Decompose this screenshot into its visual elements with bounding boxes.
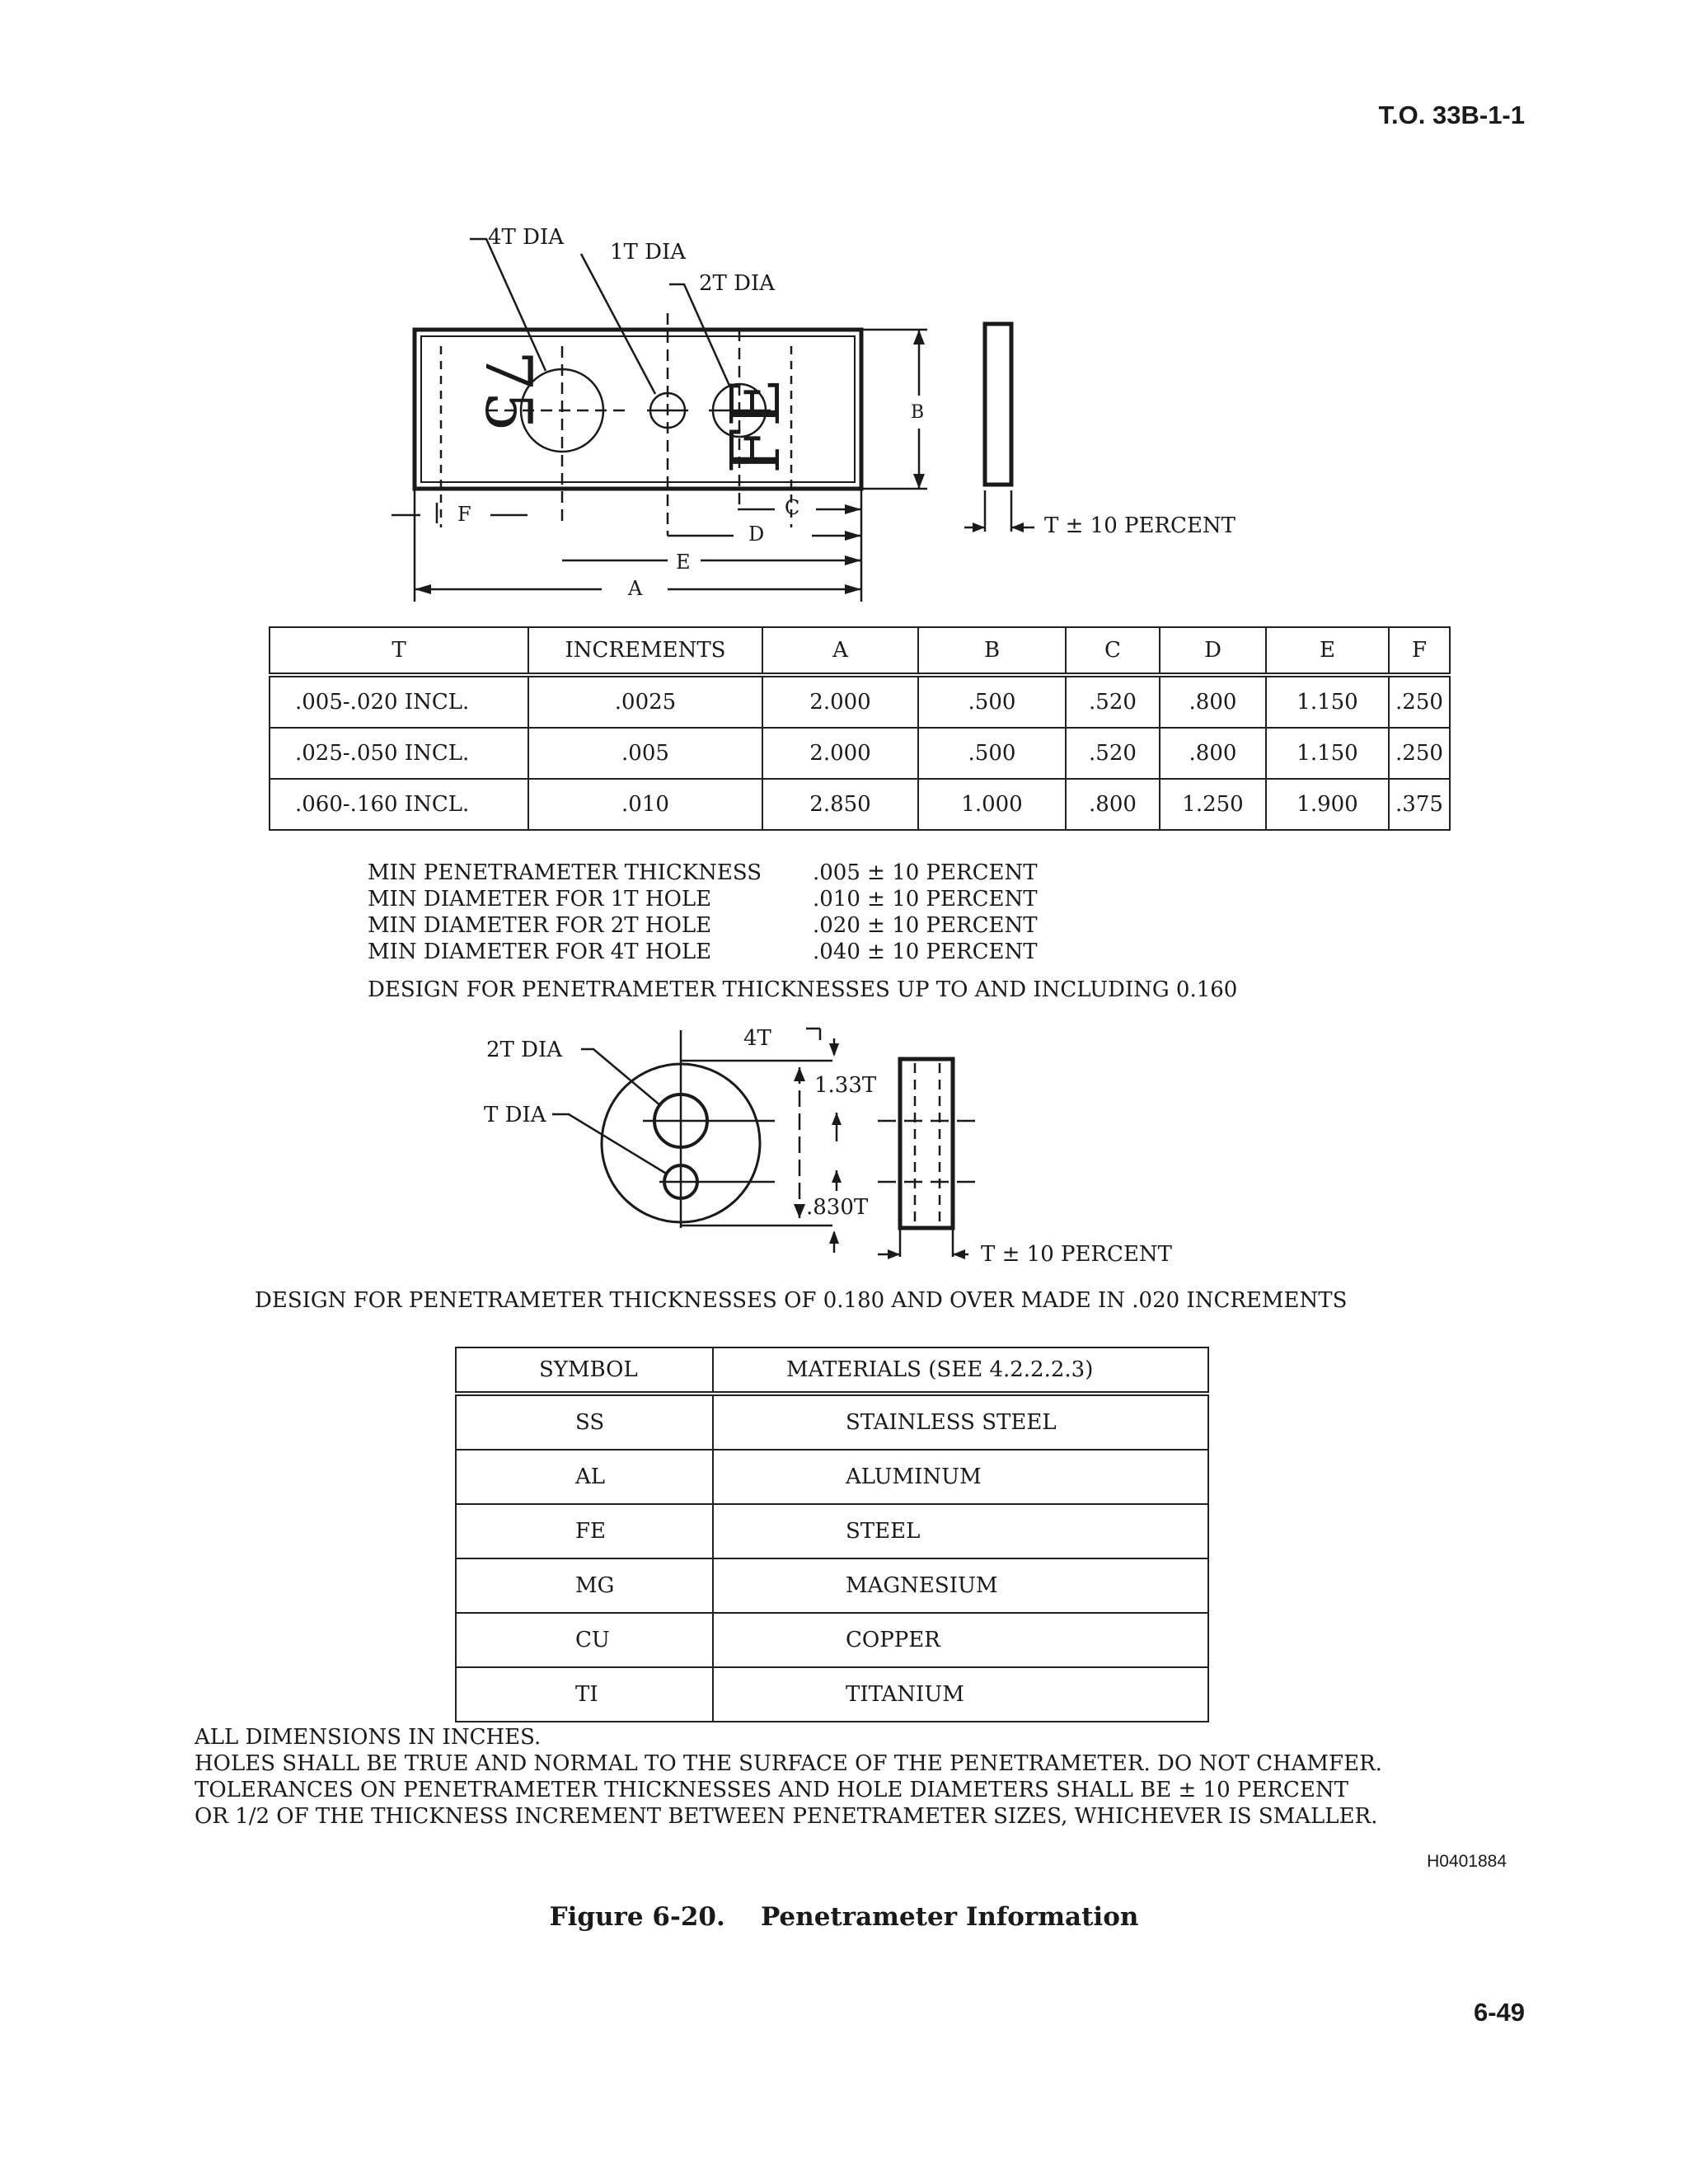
table-row — [456, 1613, 1208, 1667]
cell: .520 — [1066, 728, 1160, 779]
design-note-1: DESIGN FOR PENETRAMETER THICKNESSES UP TO AND INCLUDING 0.160 — [368, 977, 1238, 1002]
general-notes — [195, 1724, 1382, 1830]
note-line: ALL DIMENSIONS IN INCHES. — [195, 1725, 542, 1750]
table-row — [456, 1504, 1208, 1558]
symbol-cell: MG — [456, 1558, 713, 1613]
cell: .250 — [1389, 728, 1450, 779]
header-cell: B — [918, 627, 1066, 675]
cell: .010 — [528, 779, 762, 830]
label-t-tolerance-round: T ± 10 PERCENT — [981, 1242, 1173, 1267]
cell: .800 — [1160, 675, 1266, 728]
minimum-label: MIN DIAMETER FOR 1T HOLE — [368, 887, 712, 912]
cell: 1.250 — [1160, 779, 1266, 830]
cell: .005-.020 INCL. — [270, 675, 528, 728]
disc-side-view — [900, 1059, 953, 1228]
minimum-label: MIN PENETRAMETER THICKNESS — [368, 860, 762, 885]
cell: .005 — [528, 728, 762, 779]
symbol-cell: SS — [456, 1394, 713, 1450]
label-t-dia-round: T DIA — [484, 1103, 546, 1127]
cell: 2.000 — [762, 675, 918, 728]
header-cell: D — [1160, 627, 1266, 675]
symbol-cell: TI — [456, 1667, 713, 1722]
figure-id: H0401884 — [1427, 1852, 1507, 1871]
cell: .520 — [1066, 675, 1160, 728]
cell: 2.000 — [762, 728, 918, 779]
label-2t-dia: 2T DIA — [699, 271, 776, 296]
cell: .025-.050 INCL. — [270, 728, 528, 779]
cell: .500 — [918, 728, 1066, 779]
symbol-cell: AL — [456, 1450, 713, 1504]
cell: 1.000 — [918, 779, 1066, 830]
figure-caption: Figure 6-20. Penetrameter Information — [549, 1902, 1139, 1932]
label-2t-dia-round: 2T DIA — [486, 1038, 563, 1062]
cell: .250 — [1389, 675, 1450, 728]
minimum-value: .005 ± 10 PERCENT — [813, 860, 1038, 885]
minimum-value: .020 ± 10 PERCENT — [813, 913, 1038, 938]
label-e: E — [676, 551, 691, 574]
cell: 2.850 — [762, 779, 918, 830]
material-cell: STAINLESS STEEL — [713, 1394, 1208, 1450]
material-cell: ALUMINUM — [713, 1450, 1208, 1504]
header-cell: SYMBOL — [456, 1347, 713, 1394]
label-4t-dia: 4T DIA — [488, 225, 565, 250]
label-t-tolerance: T ± 10 PERCENT — [1044, 513, 1236, 538]
cell: .375 — [1389, 779, 1450, 830]
table-row — [456, 1394, 1208, 1450]
header-cell: C — [1066, 627, 1160, 675]
material-cell: TITANIUM — [713, 1667, 1208, 1722]
note-line: TOLERANCES ON PENETRAMETER THICKNESSES AND HOLE DIAMETERS SHALL BE ± 10 PERCENT — [195, 1778, 1348, 1802]
label-830t: .830T — [806, 1195, 869, 1220]
symbol-cell: CU — [456, 1613, 713, 1667]
minimum-label: MIN DIAMETER FOR 4T HOLE — [368, 940, 712, 964]
cell: .500 — [918, 675, 1066, 728]
label-a: A — [628, 577, 643, 600]
note-line: HOLES SHALL BE TRUE AND NORMAL TO THE SURFACE OF THE PENETRAMETER. DO NOT CHAMFER. — [195, 1751, 1382, 1776]
header-cell: F — [1389, 627, 1450, 675]
cell: 1.150 — [1266, 675, 1389, 728]
document-number: T.O. 33B-1-1 — [1378, 101, 1525, 129]
table-row — [456, 1450, 1208, 1504]
header-cell: INCREMENTS — [528, 627, 762, 675]
design-note-2: DESIGN FOR PENETRAMETER THICKNESSES OF 0.180 AND OVER MADE IN .020 INCREMENTS — [255, 1288, 1348, 1313]
material-cell: MAGNESIUM — [713, 1558, 1208, 1613]
label-c: C — [785, 496, 800, 519]
label-4t-round: 4T — [743, 1026, 771, 1051]
label-1t-dia: 1T DIA — [610, 240, 687, 265]
materials-table — [455, 1347, 1209, 1722]
header-cell: A — [762, 627, 918, 675]
minimum-value: .010 ± 10 PERCENT — [813, 887, 1038, 912]
materials-table-header — [456, 1347, 1208, 1394]
symbol-cell: FE — [456, 1504, 713, 1558]
label-b: B — [911, 402, 925, 423]
plate-material-marking: FE — [717, 377, 795, 474]
header-cell: E — [1266, 627, 1389, 675]
label-f: F — [457, 503, 471, 526]
header-cell: MATERIALS (SEE 4.2.2.2.3) — [713, 1347, 1208, 1394]
minimum-value: .040 ± 10 PERCENT — [813, 940, 1038, 964]
plate-thickness-number: 75 — [471, 350, 545, 433]
label-d: D — [748, 523, 765, 546]
table-row — [456, 1667, 1208, 1722]
cell: .0025 — [528, 675, 762, 728]
cell: 1.900 — [1266, 779, 1389, 830]
cell: .060-.160 INCL. — [270, 779, 528, 830]
material-cell: STEEL — [713, 1504, 1208, 1558]
header-cell: T — [270, 627, 528, 675]
cell: .800 — [1066, 779, 1160, 830]
cell: 1.150 — [1266, 728, 1389, 779]
cell: .800 — [1160, 728, 1266, 779]
table-row — [456, 1558, 1208, 1613]
material-cell: COPPER — [713, 1613, 1208, 1667]
note-line: OR 1/2 OF THE THICKNESS INCREMENT BETWEEN PENETRAMETER SIZES, WHICHEVER IS SMALLER. — [195, 1804, 1378, 1829]
label-1-33t: 1.33T — [814, 1073, 877, 1098]
minimum-label: MIN DIAMETER FOR 2T HOLE — [368, 913, 712, 938]
page-number: 6-49 — [1473, 1998, 1525, 2027]
